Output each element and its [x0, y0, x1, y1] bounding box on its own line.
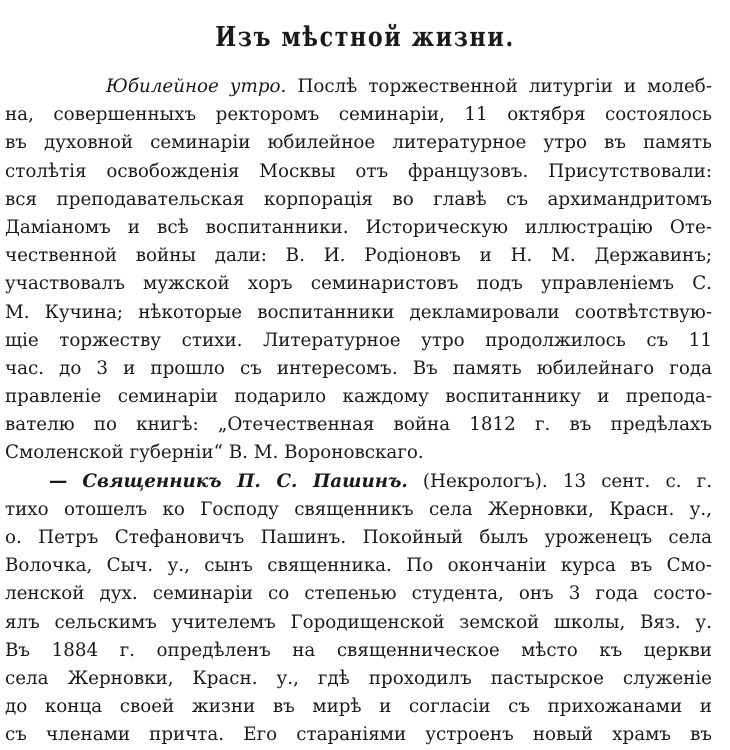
text-line: Даміаномъ и всѣ воспитанники. Историческую иллюстрацію Оте- — [5, 216, 712, 238]
text-line: участвовалъ мужской хоръ семинаристовъ подъ управленіемъ С. — [5, 273, 712, 295]
text-line: щіе торжеству стихи. Литературное утро продолжилось съ 11 — [5, 329, 712, 351]
text-line — [49, 468, 712, 496]
text-line: о. Петръ Стефановичъ Пашинъ. Покойный былъ уроженецъ села — [5, 527, 712, 548]
text-line: час. до 3 и прошло съ интересомъ. Въ память юбилейнаго года — [5, 357, 712, 379]
text-line: въ духовной семинаріи юбилейное литературное утро въ память — [5, 132, 712, 154]
text-fragment: (Некрологъ). 13 сент. с. г. — [422, 470, 713, 492]
article-obituary — [5, 468, 713, 750]
text-line: на, совершенныхъ ректоромъ семинаріи, 11 октября состоялось — [5, 104, 712, 126]
text-line: ленской дух. семинаріи со степенью студента, онъ 3 года состо- — [5, 583, 712, 605]
article-heading: Священникъ П. С. Пашинъ. — [82, 470, 408, 492]
text-line: столѣтія освобожденія Москвы отъ французовъ. Присутствовали: — [5, 160, 712, 182]
text-line: правленіе семинаріи подарило каждому воспитаннику и препода- — [5, 386, 712, 408]
text-line: Въ 1884 г. опредѣленъ на священническое мѣсто къ церкви — [5, 639, 712, 661]
text-line: вателю по книгѣ: „Отечественная война 1812 г. въ предѣлахъ — [5, 414, 712, 436]
page-title: Изъ мѣстной жизни. — [215, 22, 515, 53]
text-line: М. Кучина; нѣкоторые воспитанники декламировали соотвѣтствую- — [5, 301, 712, 323]
text-line: съ членами причта. Его стараніями устроенъ новый храмъ въ — [5, 724, 712, 746]
text-line: ялъ сельскимъ учителемъ Городищенской земской школы, Вяз. у. — [5, 611, 712, 633]
text-line: Волочка, Сыч. у., сынъ священника. По окончаніи курса въ Смо- — [5, 555, 712, 577]
text-line: до конца своей жизни въ мирѣ и согласіи съ прихожанами и — [5, 696, 712, 718]
em-dash: — — [49, 470, 68, 492]
text-line: чественной войны дали: В. И. Родіоновъ и Н. М. Державинъ; — [5, 245, 712, 267]
text-line: вся преподавательская корпорація во главѣ съ архимандритомъ — [5, 188, 712, 210]
article-heading: Юбилейное утро. — [106, 76, 287, 97]
text-line — [106, 73, 712, 101]
article-body — [5, 73, 713, 750]
text-line: села Жерновки, Красн. у., гдѣ проходилъ пастырское служеніе — [5, 667, 712, 689]
text-fragment: Послѣ торжественной литургіи и молеб- — [297, 76, 712, 97]
text-line: Смоленской губерніи“ В. М. Вороновскаго. — [5, 442, 424, 464]
article-jubilee-morning — [5, 73, 712, 468]
text-line: тихо отошелъ ко Господу священникъ села Жерновки, Красн. у., — [5, 498, 712, 520]
